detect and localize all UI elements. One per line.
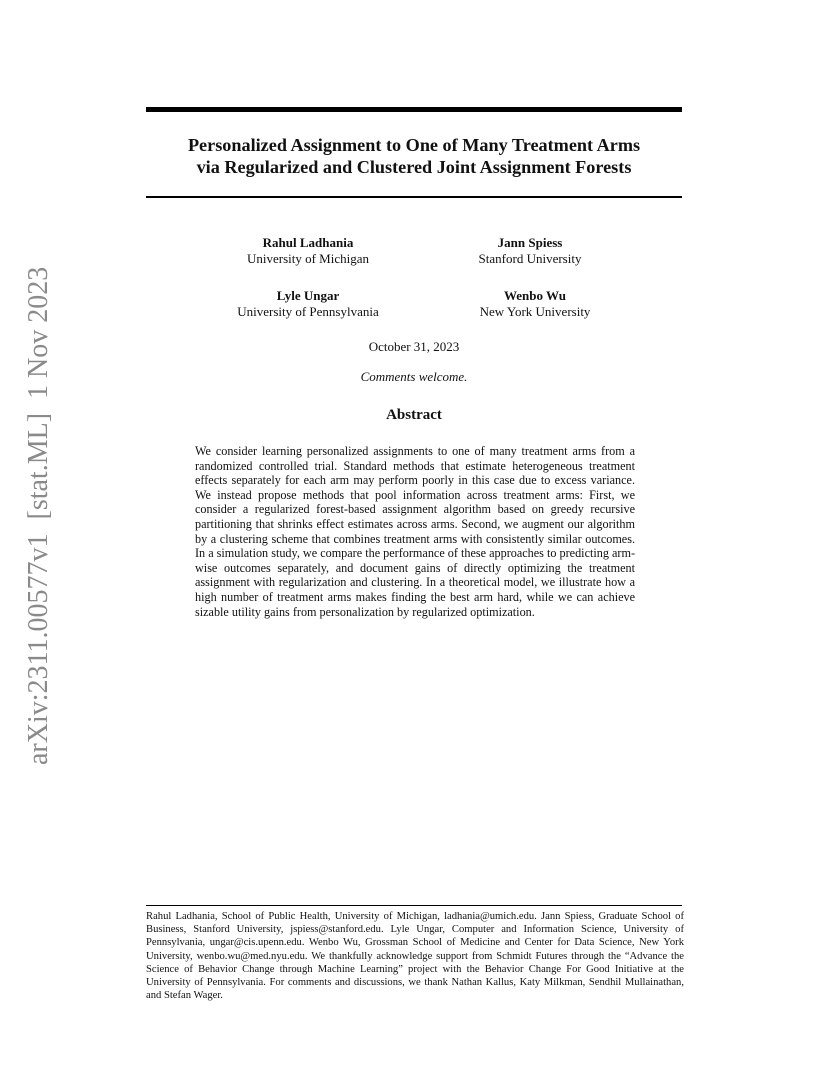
author-name: Jann Spiess <box>497 235 563 250</box>
author-block-ladhania <box>188 235 428 266</box>
author-affiliation: University of Pennsylvania <box>237 303 379 319</box>
paper-title-line-1: Personalized Assignment to One of Many Treatment Arms <box>187 135 641 155</box>
author-affiliation: University of Michigan <box>246 250 370 266</box>
author-affiliation: New York University <box>479 303 591 319</box>
abstract-heading: Abstract <box>386 407 442 423</box>
author-name: Rahul Ladhania <box>262 235 354 250</box>
paper-date: October 31, 2023 <box>368 339 460 354</box>
paper-title <box>146 134 682 178</box>
title-bottom-rule <box>146 196 682 198</box>
author-affiliation: Stanford University <box>478 250 582 266</box>
abstract-text: We consider learning personalized assignments to one of many treatment arms from a randomized controlled trial. Standard methods that estimate heterogeneous treatment effects separately for each arm may perform poorly in this case due to excess variance. We instead propose methods that pool information across treatment arms: First, we consider a regularized forest-based assignment algorithm based on greedy recursive partitioning that shrinks effect estimates across arms. Second, we augment our algorithm by a clustering scheme that combines treatment arms with consistently similar outcomes. In a simulation study, we compare the performance of these approaches to predicting arm-wise outcomes separately, and document gains of directly optimizing the treatment assignment with regularization and clustering. In a theoretical model, we illustrate how a high number of treatment arms makes finding the best arm hard, while we can achieve sizable utility gains from personalization by regularized optimization. <box>195 444 635 619</box>
author-block-wu <box>415 288 655 319</box>
arxiv-identifier-text: arXiv:2311.00577v1 [stat.ML] 1 Nov 2023 <box>23 266 54 765</box>
author-footnote: Rahul Ladhania, School of Public Health, University of Michigan, ladhania@umich.edu. Jann Spiess, Graduate School of Business, Stanford University, jspiess@stanford.edu. Lyle Ungar, Computer and Information Science, University of Pennsylvania, ungar@cis.upenn.edu. Wenbo Wu, Grossman School of Medicine and Center for Data Science, New York University, wenbo.wu@med.nyu.edu. We thankfully acknowledge support from Schmidt Futures through the “Advance the Science of Behavior Change through Machine Learning” project with the Behavior Change For Good Initiative at the University of Pennsylvania. For comments and discussions, we thank Nathan Kallus, Katy Milkman, Sendhil Mullainathan, and Stefan Wager. <box>146 911 684 1002</box>
author-name: Lyle Ungar <box>276 288 340 303</box>
author-block-ungar <box>188 288 428 319</box>
comments-note: Comments welcome. <box>360 369 468 384</box>
paper-title-line-2: via Regularized and Clustered Joint Assignment Forests <box>196 157 632 177</box>
author-block-spiess <box>410 235 650 266</box>
footnote-rule <box>146 905 682 906</box>
author-name: Wenbo Wu <box>503 288 567 303</box>
title-top-rule <box>146 107 682 112</box>
